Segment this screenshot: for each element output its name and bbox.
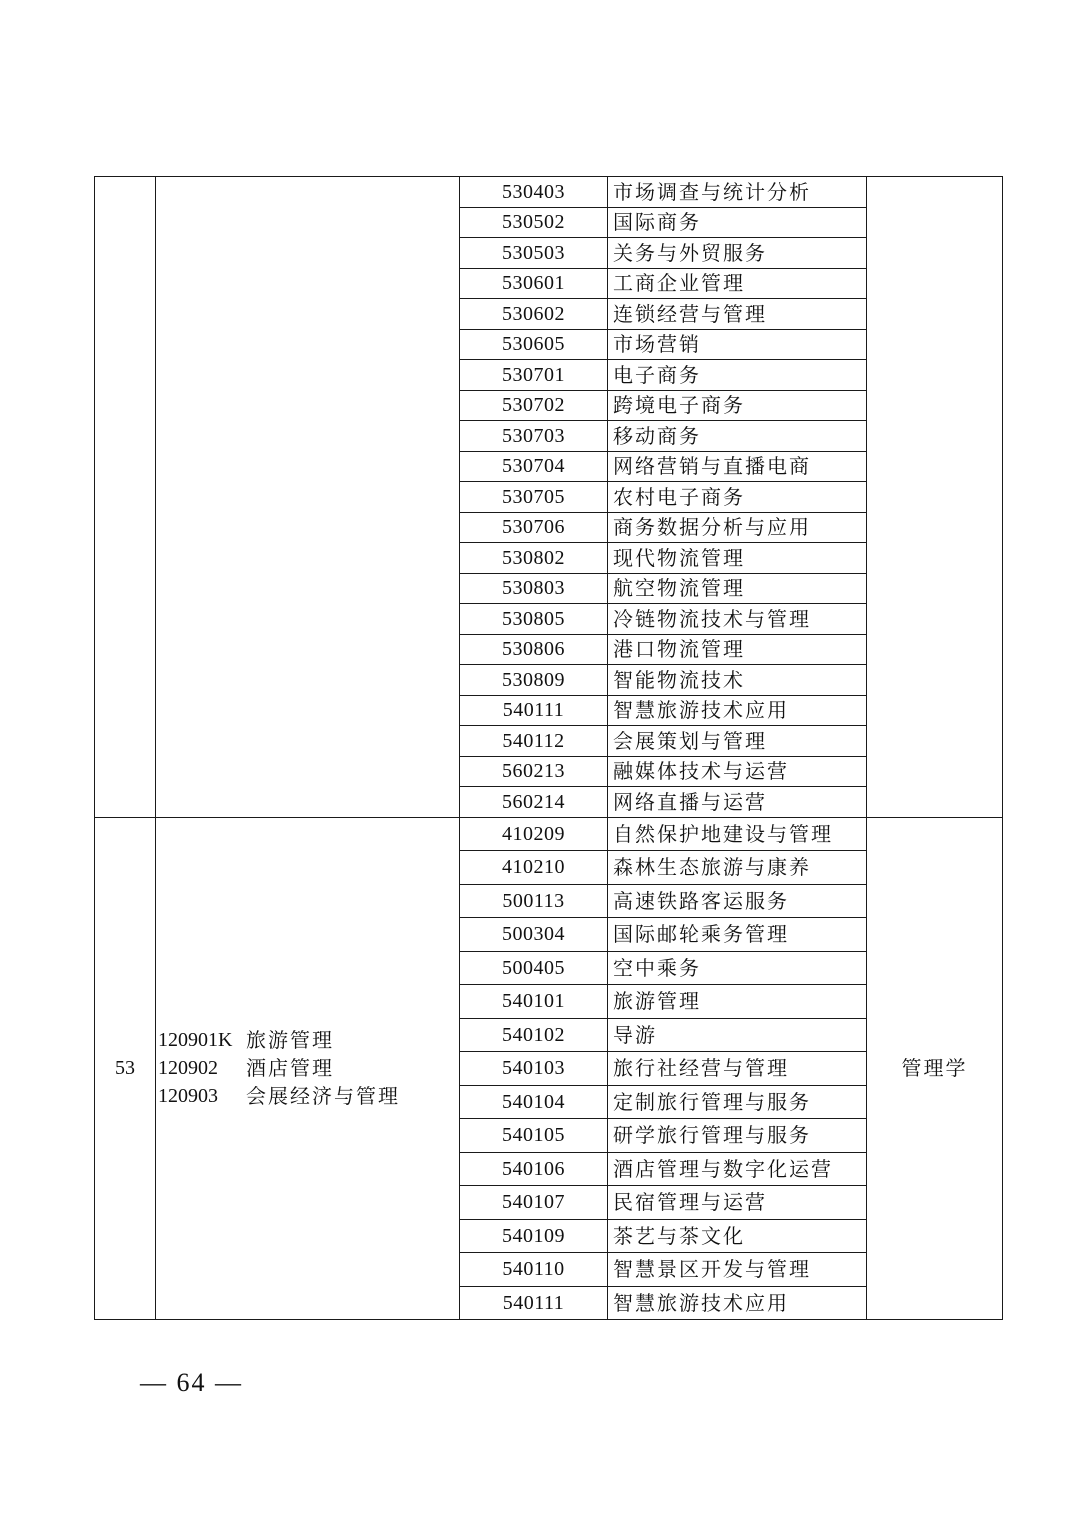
vocational-major-code: 500304	[460, 918, 608, 952]
vocational-major-code: 530605	[460, 329, 608, 360]
undergraduate-major-code: 120903	[158, 1085, 218, 1108]
vocational-major-name: 市场调查与统计分析	[608, 177, 867, 208]
vocational-major-code: 530701	[460, 360, 608, 391]
vocational-major-code: 410209	[460, 817, 608, 851]
vocational-major-name: 网络直播与运营	[608, 787, 867, 818]
vocational-major-name: 智慧旅游技术应用	[608, 695, 867, 726]
page-number: — 64 —	[140, 1368, 243, 1397]
vocational-major-name: 智慧景区开发与管理	[608, 1253, 867, 1287]
vocational-major-code: 530704	[460, 451, 608, 482]
undergraduate-major-name: 旅游管理	[246, 1028, 334, 1053]
vocational-major-name: 市场营销	[608, 329, 867, 360]
vocational-major-name: 酒店管理与数字化运营	[608, 1152, 867, 1186]
vocational-major-name: 定制旅行管理与服务	[608, 1085, 867, 1119]
vocational-major-name: 旅游管理	[608, 985, 867, 1019]
undergraduate-major-code: 120901K	[158, 1029, 233, 1052]
undergraduate-majors-cell	[156, 817, 460, 1320]
vocational-major-name: 移动商务	[608, 421, 867, 452]
table-row	[95, 817, 1003, 851]
vocational-major-code: 530703	[460, 421, 608, 452]
vocational-major-name: 民宿管理与运营	[608, 1186, 867, 1220]
vocational-major-name: 自然保护地建设与管理	[608, 817, 867, 851]
vocational-major-code: 410210	[460, 851, 608, 885]
vocational-major-code: 540104	[460, 1085, 608, 1119]
vocational-major-code: 540105	[460, 1119, 608, 1153]
vocational-major-name: 智能物流技术	[608, 665, 867, 696]
vocational-major-name: 高速铁路客运服务	[608, 884, 867, 918]
vocational-major-code: 530803	[460, 573, 608, 604]
vocational-major-code: 530502	[460, 207, 608, 238]
vocational-major-name: 现代物流管理	[608, 543, 867, 574]
vocational-major-name: 关务与外贸服务	[608, 238, 867, 269]
vocational-major-code: 530702	[460, 390, 608, 421]
vocational-major-name: 商务数据分析与应用	[608, 512, 867, 543]
discipline-category-cell: 管理学	[867, 817, 1003, 1320]
vocational-major-code: 540103	[460, 1052, 608, 1086]
discipline-category-cell	[867, 177, 1003, 818]
vocational-major-name: 连锁经营与管理	[608, 299, 867, 330]
vocational-major-code: 540111	[460, 1286, 608, 1320]
vocational-major-name: 跨境电子商务	[608, 390, 867, 421]
vocational-major-code: 540106	[460, 1152, 608, 1186]
vocational-major-code: 530602	[460, 299, 608, 330]
vocational-major-code: 530706	[460, 512, 608, 543]
vocational-major-code: 530809	[460, 665, 608, 696]
vocational-major-code: 540110	[460, 1253, 608, 1287]
vocational-major-name: 旅行社经营与管理	[608, 1052, 867, 1086]
vocational-major-name: 航空物流管理	[608, 573, 867, 604]
undergraduate-major-name: 会展经济与管理	[246, 1084, 400, 1109]
vocational-major-name: 茶艺与茶文化	[608, 1219, 867, 1253]
table-row	[95, 177, 1003, 208]
undergraduate-majors-cell	[156, 177, 460, 818]
undergraduate-major-name: 酒店管理	[246, 1056, 334, 1081]
vocational-major-name: 空中乘务	[608, 951, 867, 985]
undergraduate-major-code: 120902	[158, 1057, 218, 1080]
vocational-major-name: 国际邮轮乘务管理	[608, 918, 867, 952]
vocational-major-code: 540101	[460, 985, 608, 1019]
vocational-major-code: 500113	[460, 884, 608, 918]
vocational-major-code: 560213	[460, 756, 608, 787]
vocational-major-code: 530805	[460, 604, 608, 635]
vocational-major-code: 540109	[460, 1219, 608, 1253]
vocational-major-name: 农村电子商务	[608, 482, 867, 513]
vocational-major-code: 530403	[460, 177, 608, 208]
vocational-major-code: 540107	[460, 1186, 608, 1220]
vocational-major-name: 会展策划与管理	[608, 726, 867, 757]
vocational-major-code: 530503	[460, 238, 608, 269]
vocational-major-name: 冷链物流技术与管理	[608, 604, 867, 635]
undergraduate-major	[158, 1026, 459, 1054]
vocational-major-code: 540102	[460, 1018, 608, 1052]
vocational-major-name: 网络营销与直播电商	[608, 451, 867, 482]
vocational-major-code: 530802	[460, 543, 608, 574]
vocational-major-code: 540112	[460, 726, 608, 757]
undergraduate-major	[158, 1054, 459, 1082]
vocational-major-code: 530806	[460, 634, 608, 665]
major-mapping-table	[94, 176, 1003, 1320]
vocational-major-name: 森林生态旅游与康养	[608, 851, 867, 885]
vocational-major-name: 融媒体技术与运营	[608, 756, 867, 787]
vocational-major-name: 国际商务	[608, 207, 867, 238]
undergraduate-major	[158, 1082, 459, 1110]
vocational-major-code: 500405	[460, 951, 608, 985]
sequence-number-cell	[95, 177, 156, 818]
vocational-major-code: 560214	[460, 787, 608, 818]
sequence-number-cell: 53	[95, 817, 156, 1320]
vocational-major-name: 研学旅行管理与服务	[608, 1119, 867, 1153]
vocational-major-name: 智慧旅游技术应用	[608, 1286, 867, 1320]
vocational-major-name: 港口物流管理	[608, 634, 867, 665]
vocational-major-name: 电子商务	[608, 360, 867, 391]
vocational-major-code: 530705	[460, 482, 608, 513]
vocational-major-code: 530601	[460, 268, 608, 299]
vocational-major-name: 导游	[608, 1018, 867, 1052]
vocational-major-name: 工商企业管理	[608, 268, 867, 299]
vocational-major-code: 540111	[460, 695, 608, 726]
